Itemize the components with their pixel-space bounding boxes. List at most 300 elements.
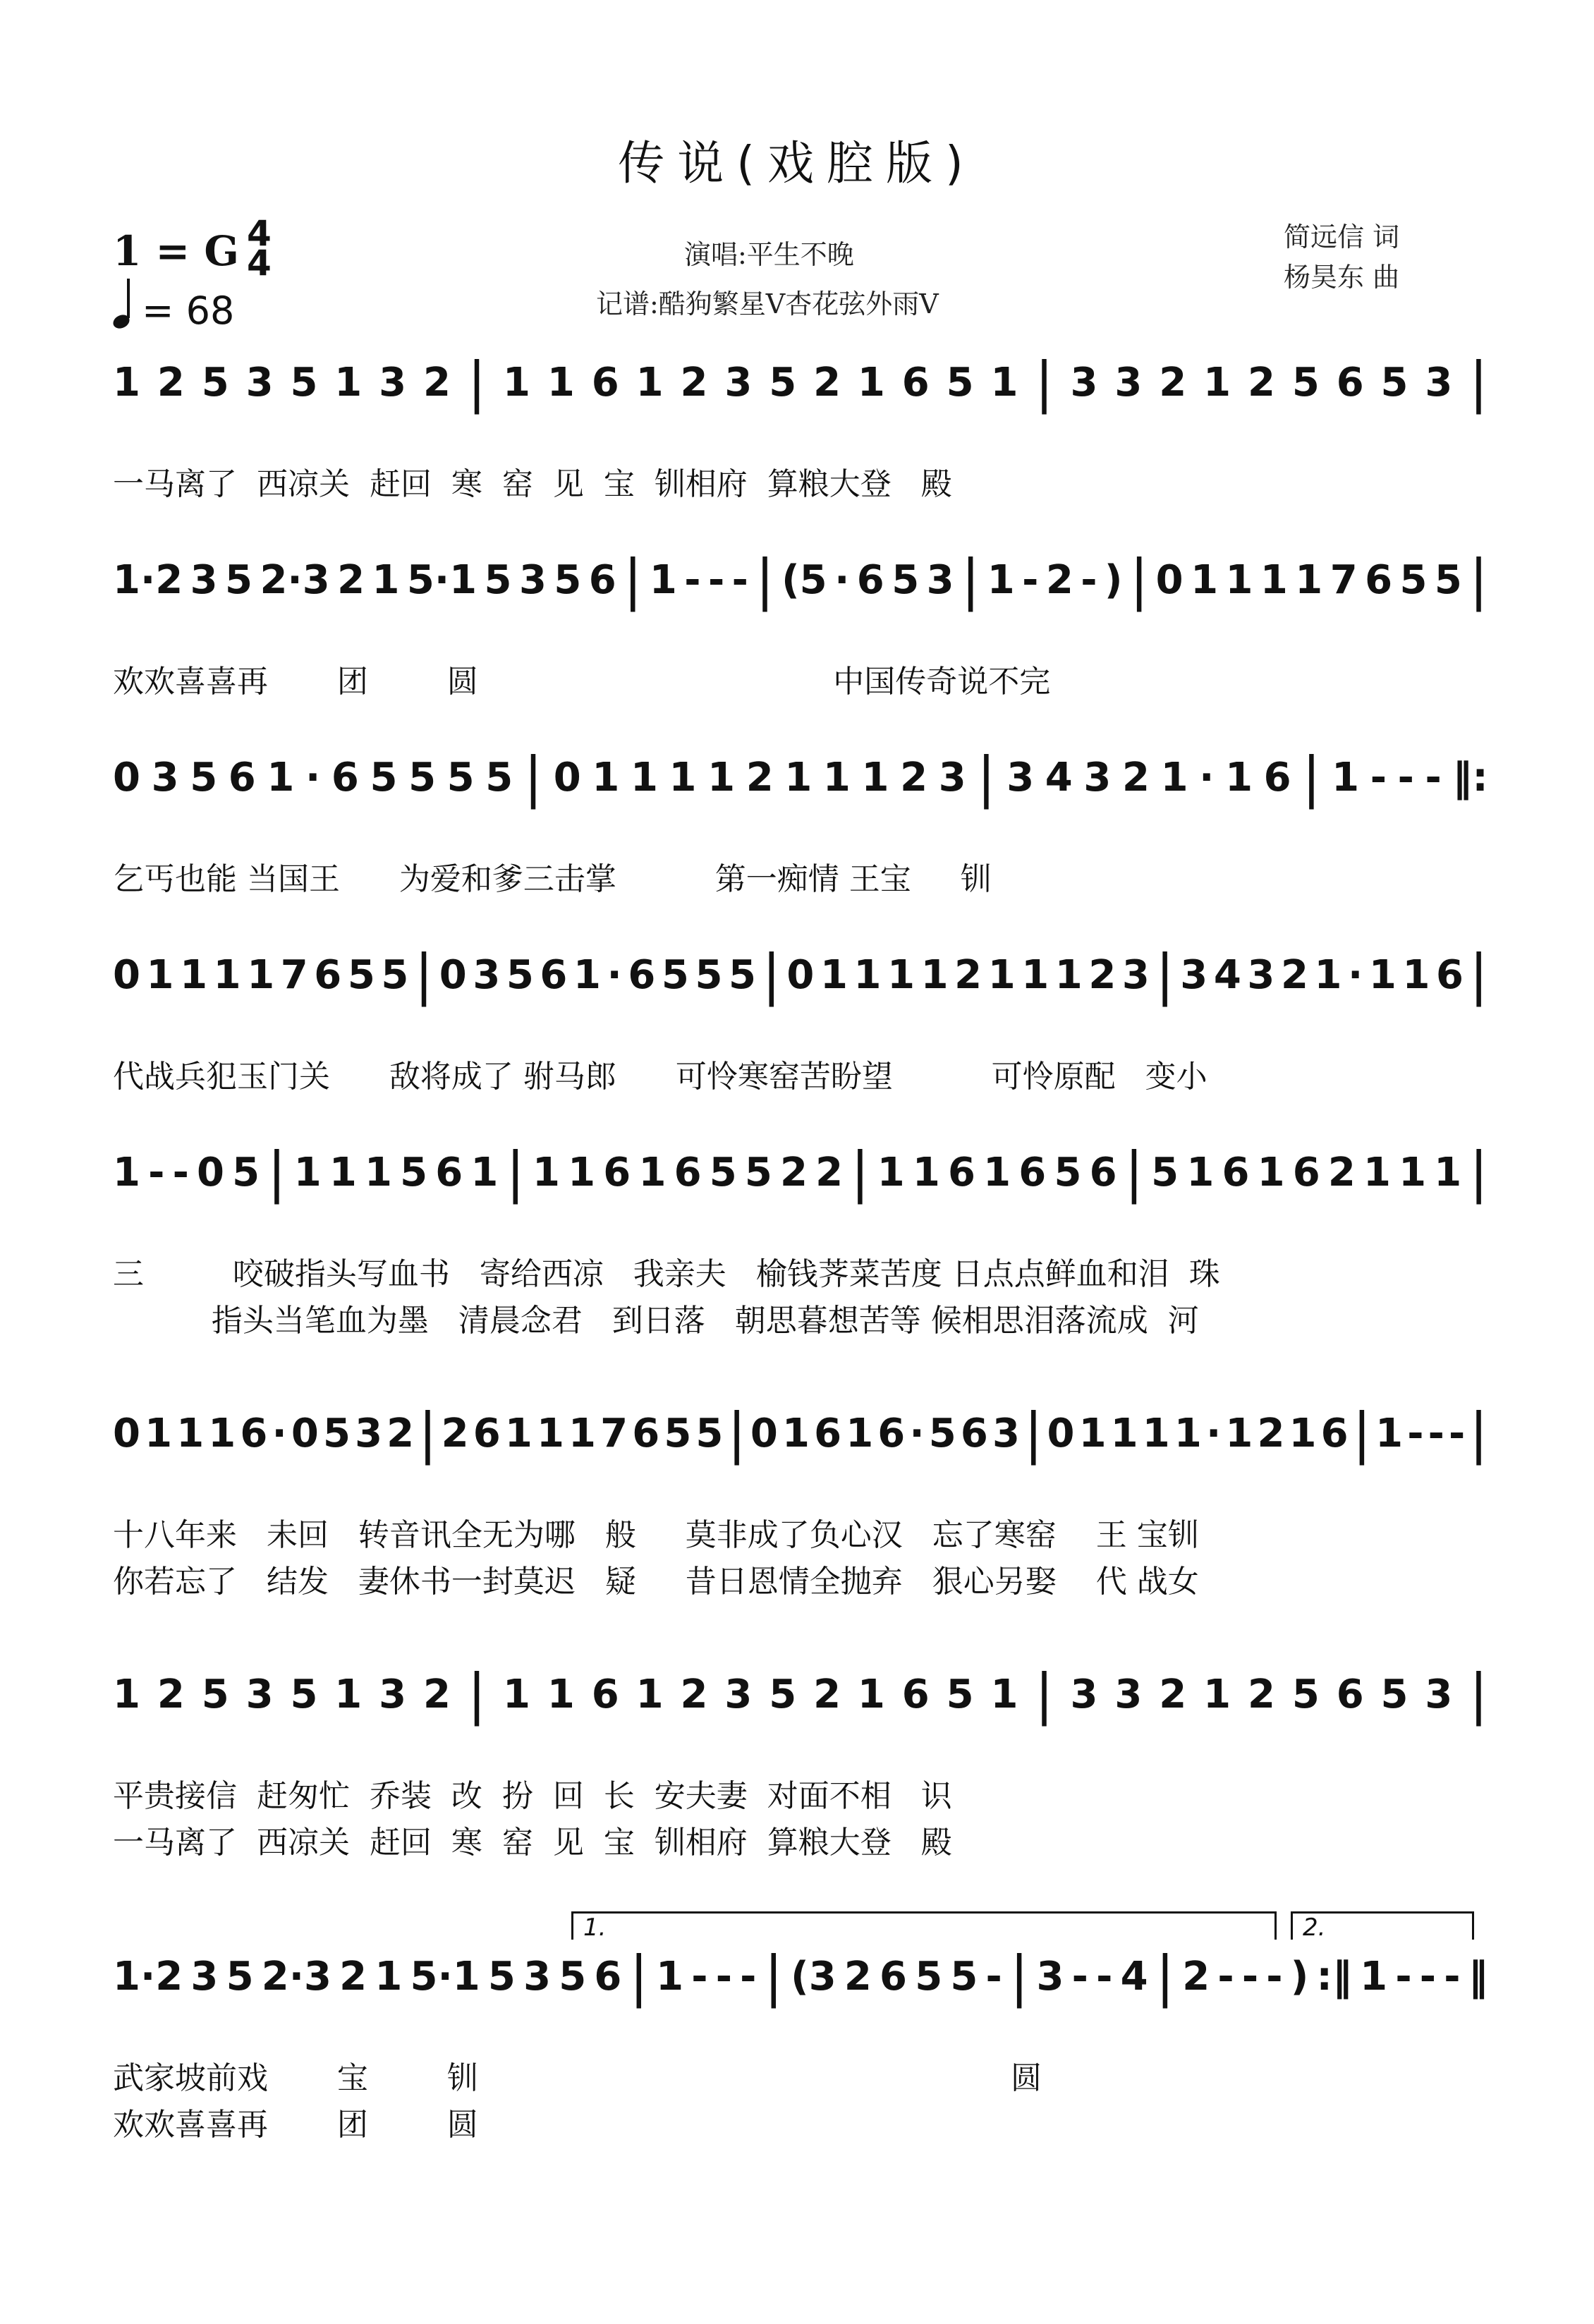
note: 1 (990, 360, 1018, 406)
note: 3 (938, 755, 966, 801)
note: 3 (379, 360, 407, 406)
note: 1 (592, 755, 620, 801)
note: - (985, 1954, 1002, 2000)
note: 5 (744, 1150, 772, 1196)
note: 1 (180, 952, 208, 998)
note: - (1370, 755, 1387, 801)
note: 3 (1114, 360, 1143, 406)
note: 5 (928, 1411, 956, 1456)
note: 1 (1360, 1954, 1388, 2000)
bar-line: | (1155, 943, 1174, 1007)
note: 3 (1006, 755, 1035, 801)
note: 1 (1368, 952, 1397, 998)
note: 6 (901, 1672, 930, 1717)
note: (5 (781, 557, 827, 603)
note: 1 (1203, 360, 1231, 406)
note: · (272, 1411, 287, 1456)
note: 3 (190, 557, 218, 603)
note: 6 (674, 1150, 702, 1196)
note: 1 (1203, 1672, 1231, 1717)
notes-line (113, 1140, 1488, 1205)
note: 6 (814, 1411, 842, 1456)
note: 3 (245, 360, 274, 406)
note: 6 (435, 1150, 463, 1196)
note: 2 (1159, 360, 1187, 406)
note: 6 (540, 952, 568, 998)
note: 6 (1435, 952, 1464, 998)
bar-line: | (1035, 1662, 1054, 1727)
note: - (1241, 1954, 1259, 2000)
lyrics-line: 欢欢喜喜再 团 圆 中国传奇说不完 (113, 664, 1051, 700)
note: 5 (506, 952, 534, 998)
note: 3 (1083, 755, 1112, 801)
note: 0 (113, 1411, 140, 1456)
note: 2 (1327, 1150, 1356, 1196)
bar-line: ‖ (1468, 1954, 1488, 2000)
note: 0 (553, 755, 581, 801)
note: 1 (861, 755, 889, 801)
note: 5 (408, 755, 437, 801)
note: 6 (603, 1150, 631, 1196)
note: - (715, 1954, 732, 2000)
bar-line: ‖: (1452, 755, 1488, 801)
note: 1 (375, 1954, 403, 2000)
note: 3 (518, 557, 547, 603)
note: 1 (656, 1954, 684, 2000)
note: 1 (822, 755, 851, 801)
lyrics-line: 指头当笔血为墨 清晨念君 到日落 朝思暮想苦等 候相思泪落流成 河 (113, 1303, 1199, 1339)
note: - (1397, 755, 1414, 801)
note: 1 (293, 1150, 322, 1196)
note: 5 (1291, 360, 1320, 406)
note: - (1071, 1954, 1088, 2000)
note: 2·3 (261, 1954, 331, 2000)
note: 3 (523, 1954, 552, 2000)
note: 1 (547, 360, 575, 406)
bar-line: | (418, 1401, 437, 1466)
bar-line: | (727, 1401, 746, 1466)
note: 1 (1363, 1150, 1391, 1196)
note: 1 (536, 1411, 564, 1456)
bar-line: | (1302, 746, 1321, 810)
note: 1 (1142, 1411, 1170, 1456)
note: 6 (877, 1411, 906, 1456)
note: 1 (145, 1411, 173, 1456)
note: 1 (990, 1672, 1018, 1717)
note: 3 (190, 1954, 219, 2000)
note: 1 (504, 1411, 533, 1456)
note: 6 (594, 1954, 622, 2000)
note: 3 (379, 1672, 407, 1717)
note: 1 (635, 360, 664, 406)
note: 5 (484, 557, 512, 603)
bar-line: | (414, 943, 434, 1007)
note: 5 (664, 1411, 692, 1456)
note: - (1022, 557, 1039, 603)
bar-line: | (1469, 943, 1488, 1007)
note: 1 (1295, 557, 1323, 603)
note: 1 (1160, 755, 1188, 801)
note: 5 (201, 360, 229, 406)
note: 2 (954, 952, 982, 998)
bar-line: | (629, 1945, 648, 2009)
note: 6 (856, 557, 884, 603)
singer-credit: 演唱:平生不晚 (684, 239, 854, 270)
bar-line: | (1469, 1662, 1488, 1727)
note: 3 (724, 360, 753, 406)
page-title: 传说(戏腔版) (618, 136, 976, 190)
note: 0 (1047, 1411, 1075, 1456)
note: 6 (240, 1411, 268, 1456)
notes-line (113, 1945, 1488, 2009)
note: - (1407, 1411, 1424, 1456)
bar-line: | (1469, 548, 1488, 612)
note: 0 (786, 952, 815, 998)
note: - (148, 1150, 165, 1196)
lyricist-credit: 简远信 词 (1284, 221, 1400, 253)
note: 6 (591, 1672, 619, 1717)
bar-line: | (1010, 1945, 1029, 2009)
note: 5 (695, 1411, 724, 1456)
note: 1 (113, 1672, 140, 1717)
note: 1 (853, 952, 882, 998)
note: 3 (1425, 1672, 1453, 1717)
note: 5 (225, 557, 253, 603)
note: 2 (1088, 952, 1117, 998)
note: 1 (630, 755, 658, 801)
note: 2 (387, 1411, 415, 1456)
note: 2 (441, 1411, 469, 1456)
note: 2 (423, 1672, 451, 1717)
note: 2 (813, 360, 841, 406)
note: 3 (926, 557, 954, 603)
notes-line (113, 746, 1488, 810)
note: 0 (439, 952, 467, 998)
note: - (740, 1954, 757, 2000)
note: 1 (1257, 1150, 1285, 1196)
note: 1 (638, 1150, 667, 1196)
note: 6 (1320, 1411, 1349, 1456)
volta-second: 2. (1291, 1911, 1474, 1940)
note: 2 (1247, 1672, 1275, 1717)
note: · (305, 755, 321, 801)
note: 5 (1291, 1672, 1320, 1717)
bar-line: | (267, 1140, 286, 1205)
note: 1 (1225, 1411, 1253, 1456)
note: 1 (1054, 952, 1083, 998)
note: 1 (920, 952, 949, 998)
bar-line: | (755, 548, 774, 612)
note: 1 (1332, 755, 1360, 801)
note: 6 (1336, 1672, 1364, 1717)
note: 5·1 (410, 1954, 480, 2000)
volta-first: 1. (571, 1911, 1277, 1940)
note: 3 (1121, 952, 1150, 998)
note: 1 (547, 1672, 575, 1717)
note: 5 (487, 1954, 516, 2000)
note: 1 (503, 360, 531, 406)
bar-line: :‖ (1316, 1954, 1352, 2000)
note: 1 (113, 1150, 140, 1196)
note: 5 (1399, 557, 1428, 603)
note: 5 (322, 1411, 351, 1456)
note: 6 (473, 1411, 501, 1456)
lyrics-line: 一马离了 西凉关 赶回 寒 窑 见 宝 钏相府 算粮大登 殿 (113, 1825, 952, 1861)
note: 5 (485, 755, 513, 801)
note: 2 (339, 1954, 367, 2000)
note: 1 (1375, 1411, 1404, 1456)
note: 7 (1330, 557, 1358, 603)
note: 7 (600, 1411, 628, 1456)
note: 1 (470, 1150, 499, 1196)
note: - (1266, 1954, 1283, 2000)
note: 1 (1078, 1411, 1107, 1456)
note: 6 (228, 755, 256, 801)
note: 4 (1213, 952, 1241, 998)
lyrics-line: 你若忘了 结发 妻休书一封莫迟 疑 昔日恩情全抛弃 狠心另娶 代 战女 (113, 1564, 1199, 1600)
note: 1 (568, 1150, 596, 1196)
note: 1 (247, 952, 275, 998)
note: 1 (887, 952, 915, 998)
note: 1 (1314, 952, 1342, 998)
note: 6 (591, 360, 619, 406)
note: 1 (329, 1150, 357, 1196)
note: 1 (1402, 952, 1430, 998)
note: 5 (915, 1954, 943, 2000)
note: 3 (992, 1411, 1020, 1456)
note: 2 (1247, 360, 1275, 406)
note: 2 (1121, 755, 1150, 801)
notes-line (113, 1401, 1488, 1466)
note: 5 (695, 952, 723, 998)
note: 5 (232, 1150, 260, 1196)
note: - (1217, 1954, 1234, 2000)
note: 1 (782, 1411, 810, 1456)
note: - (684, 557, 701, 603)
note: 2 (1257, 1411, 1285, 1456)
note: 1 (987, 952, 1016, 998)
note: 6 (1292, 1150, 1320, 1196)
note: 2 (815, 1150, 844, 1196)
note: - (1444, 1954, 1461, 2000)
lyrics-line: 十八年来 未回 转音讯全无为哪 般 莫非成了负心汉 忘了寒窑 王 宝钏 (113, 1517, 1199, 1553)
note: 3 (1114, 1672, 1143, 1717)
bar-line: | (851, 1140, 870, 1205)
note: 5 (661, 952, 689, 998)
bar-line: ) (1104, 557, 1123, 603)
note: 1 (1260, 557, 1288, 603)
note: · (834, 557, 850, 603)
note: 3 (1425, 360, 1453, 406)
note: 5 (559, 1954, 587, 2000)
note: 1 (987, 557, 1015, 603)
note: 6 (960, 1411, 988, 1456)
note: 1 (1021, 952, 1050, 998)
note: 3 (724, 1672, 753, 1717)
bar-line: | (1155, 1945, 1175, 2009)
note: 3 (473, 952, 501, 998)
note: 1·2 (113, 557, 183, 603)
note: 5 (226, 1954, 254, 2000)
notes-line (113, 1662, 1488, 1727)
note: · (909, 1411, 925, 1456)
note: 1 (1399, 1150, 1427, 1196)
note: 1 (669, 755, 697, 801)
bar-line: | (506, 1140, 525, 1205)
note: 1 (1110, 1411, 1138, 1456)
note: - (1428, 1411, 1444, 1456)
note: 1 (113, 360, 140, 406)
notes-line (113, 548, 1488, 612)
note: 1 (912, 1150, 940, 1196)
note: · (1199, 755, 1215, 801)
bar-line: | (1024, 1401, 1043, 1466)
note: 6 (628, 952, 656, 998)
note: 0 (113, 952, 140, 998)
note: 5 (1054, 1150, 1082, 1196)
note: 6 (331, 755, 359, 801)
note: 6 (1222, 1150, 1250, 1196)
note: 1 (573, 952, 601, 998)
note: 6 (1336, 360, 1364, 406)
lyrics-line: 平贵接信 赶匆忙 乔装 改 扮 回 长 安夫妻 对面不相 识 (113, 1778, 952, 1814)
lyrics-line: 武家坡前戏 宝 钏 圆 (113, 2060, 1042, 2096)
note: 6 (588, 557, 616, 603)
note: 1 (1289, 1411, 1317, 1456)
note: 2 (680, 1672, 708, 1717)
note: 5 (946, 1672, 974, 1717)
note: 5 (769, 1672, 797, 1717)
note: 1 (857, 1672, 885, 1717)
note: 1 (267, 755, 295, 801)
note: - (731, 557, 748, 603)
note: 5 (769, 360, 797, 406)
note: - (1081, 557, 1097, 603)
note: 5 (446, 755, 475, 801)
note: 6 (1089, 1150, 1117, 1196)
note: 2·3 (260, 557, 330, 603)
lyrics-line: 欢欢喜喜再 团 圆 (113, 2107, 478, 2143)
note: 2 (680, 360, 708, 406)
note: 3 (1036, 1954, 1064, 2000)
note: 6 (948, 1150, 975, 1196)
note: 1 (568, 1411, 596, 1456)
bar-line: | (1469, 1140, 1488, 1205)
note: - (1419, 1954, 1437, 2000)
note: 5 (709, 1150, 737, 1196)
time-signature (247, 213, 272, 284)
note: 5 (946, 360, 974, 406)
note: 5 (201, 1672, 229, 1717)
note: 4 (1045, 755, 1073, 801)
lyrics-line: 三 咬破指头写血书 寄给西凉 我亲夫 榆钱荠菜苦度 日点点鲜血和泪 珠 (113, 1256, 1220, 1292)
note: 1 (784, 755, 813, 801)
note: 3 (1180, 952, 1208, 998)
note: 6 (1018, 1150, 1047, 1196)
note: 3 (355, 1411, 383, 1456)
tempo-marking (113, 279, 234, 333)
note: 1 (635, 1672, 664, 1717)
note: 1 (1186, 1150, 1215, 1196)
bar-line: | (523, 746, 543, 810)
note: 5 (1151, 1150, 1179, 1196)
note: 2 (423, 360, 451, 406)
bar-line: | (1469, 351, 1488, 415)
note: 0 (291, 1411, 319, 1456)
note: 1 (983, 1150, 1011, 1196)
note: 0 (196, 1150, 224, 1196)
bar-line: | (1129, 548, 1149, 612)
note: 1 (146, 952, 174, 998)
note: 5 (892, 557, 920, 603)
note: 5 (1434, 557, 1462, 603)
note: - (1448, 1411, 1466, 1456)
bar-line: | (977, 746, 996, 810)
note: 1 (213, 952, 241, 998)
note: 5 (400, 1150, 428, 1196)
lyrics-line: 一马离了 西凉关 赶回 寒 窑 见 宝 钏相府 算粮大登 殿 (113, 466, 952, 502)
note: 1 (1434, 1150, 1462, 1196)
note: - (707, 557, 725, 603)
note: 5·1 (406, 557, 477, 603)
note: 5 (554, 557, 582, 603)
note: 2 (157, 1672, 185, 1717)
note: 2 (900, 755, 928, 801)
note: 1 (372, 557, 400, 603)
note: 6 (1263, 755, 1291, 801)
note: (3 (791, 1954, 836, 2000)
note: 6 (880, 1954, 907, 2000)
lyrics-line: 乞丐也能 当国王 为爱和爹三击掌 第一痴情 王宝 钏 (113, 861, 992, 897)
note: - (1425, 755, 1442, 801)
note: 1 (857, 360, 885, 406)
bar-line: | (1352, 1401, 1371, 1466)
note: 5 (1380, 1672, 1409, 1717)
note: 1 (1225, 557, 1253, 603)
note: 1 (208, 1411, 236, 1456)
note: 2 (1045, 557, 1073, 603)
note: 1 (1174, 1411, 1202, 1456)
note: 1 (1225, 755, 1253, 801)
note: 5 (370, 755, 398, 801)
note: 1·2 (113, 1954, 183, 2000)
note: 3 (1247, 952, 1275, 998)
time-signature-top: 4 (247, 213, 272, 254)
note: 2 (1280, 952, 1308, 998)
note: 2 (1159, 1672, 1187, 1717)
note: - (1395, 1954, 1412, 2000)
note: 3 (151, 755, 179, 801)
note: - (1096, 1954, 1113, 2000)
note: 5 (190, 755, 218, 801)
note: 4 (1120, 1954, 1148, 2000)
note: 5 (950, 1954, 978, 2000)
notes-line (113, 943, 1488, 1007)
note: 2 (844, 1954, 872, 2000)
note: 5 (381, 952, 409, 998)
bar-line: | (1469, 1401, 1488, 1466)
bar-line: | (764, 1945, 783, 2009)
note: 6 (901, 360, 930, 406)
note: 6 (314, 952, 342, 998)
note: - (691, 1954, 708, 2000)
key-signature: 1 = G (113, 227, 239, 275)
note: 7 (280, 952, 308, 998)
bar-line: | (623, 548, 643, 612)
note: 6 (632, 1411, 660, 1456)
note: 2 (780, 1150, 808, 1196)
bar-line: | (467, 351, 487, 415)
